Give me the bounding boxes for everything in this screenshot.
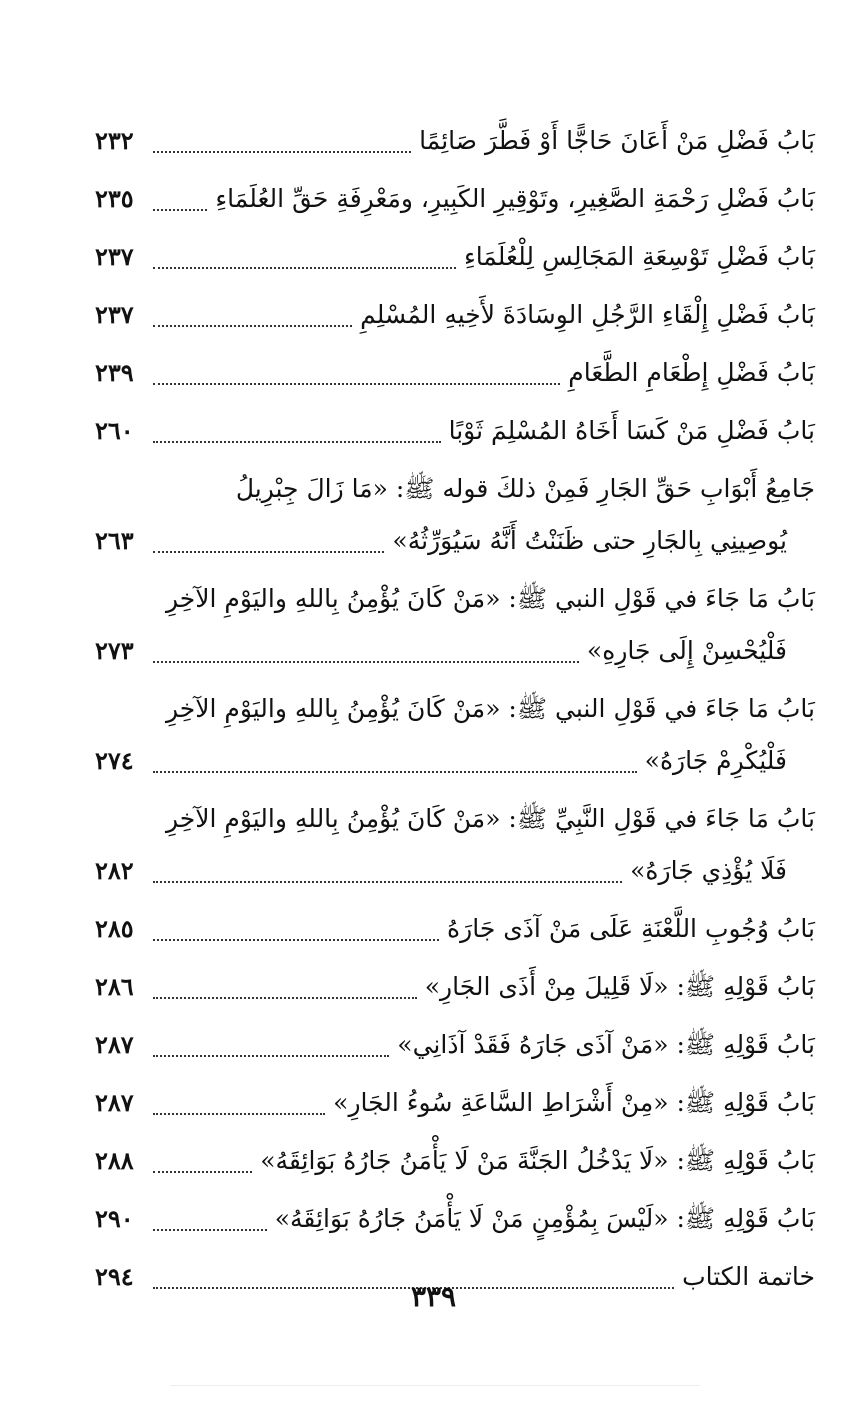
dot-leader	[153, 1229, 267, 1231]
dot-leader	[153, 1171, 252, 1173]
toc-entry	[95, 1077, 815, 1129]
toc-entry-page: ٢٦٣	[95, 526, 134, 555]
toc-entry-line	[95, 1193, 815, 1245]
toc-entry	[95, 961, 815, 1013]
toc-entry	[95, 573, 815, 677]
toc-entry-page: ٢٨٧	[95, 1088, 134, 1117]
toc-entry-line	[95, 347, 815, 399]
toc-entry-page: ٢٨٨	[95, 1146, 134, 1175]
toc-entry-title: بَابُ قَوْلِهِ ﷺ: «لَا قَلِيلَ مِنْ أَذَى الجَارِ»	[424, 972, 815, 1001]
toc-entry-line	[95, 1019, 815, 1071]
toc-entry	[95, 289, 815, 341]
toc-entry	[95, 173, 815, 225]
toc-entry-page: ٢٧٤	[95, 746, 134, 775]
table-of-contents	[95, 115, 815, 1309]
toc-entry-title: خاتمة الكتاب	[682, 1262, 815, 1291]
toc-entry-page: ٢٩٠	[95, 1204, 134, 1233]
toc-entry-title: بَابُ قَوْلِهِ ﷺ: «مَنْ آذَى جَارَهُ فَقَدْ آذَانِي»	[397, 1030, 815, 1059]
toc-entry	[95, 405, 815, 457]
toc-entry-title: بَابُ وُجُوبِ اللَّعْنَةِ عَلَى مَنْ آذَى جَارَهُ	[447, 914, 815, 943]
toc-entry-title: بَابُ مَا جَاءَ في قَوْلِ النبي ﷺ: «مَنْ كَانَ يُؤْمِنُ بِاللهِ واليَوْمِ الآخِرِ	[165, 584, 815, 613]
page-number: ٣٣٩	[410, 1280, 457, 1313]
dot-leader	[153, 267, 456, 269]
toc-entry-title: بَابُ فَضْلِ تَوْسِعَةِ المَجَالِسِ لِلْعُلَمَاءِ	[463, 242, 815, 271]
dot-leader	[153, 881, 622, 883]
toc-entry-line	[95, 515, 815, 567]
dot-leader	[153, 939, 439, 941]
toc-entry-page: ٢٣٢	[95, 126, 134, 155]
toc-entry	[95, 347, 815, 399]
toc-entry	[95, 793, 815, 897]
toc-entry-title: جَامِعُ أَبْوَابِ حَقِّ الجَارِ فَمِنْ ذلكَ قوله ﷺ: «مَا زَالَ جِبْرِيلُ	[235, 474, 815, 503]
toc-entry-page: ٢٨٥	[95, 914, 134, 943]
toc-entry	[95, 1193, 815, 1245]
toc-entry-title: بَابُ مَا جَاءَ في قَوْلِ النبي ﷺ: «مَنْ كَانَ يُؤْمِنُ بِاللهِ واليَوْمِ الآخِرِ	[165, 694, 815, 723]
dot-leader	[153, 661, 579, 663]
toc-entry-title: بَابُ فَضْلِ مَنْ كَسَا أَخَاهُ المُسْلِمَ ثَوْبًا	[448, 416, 815, 445]
dot-leader	[153, 209, 207, 211]
toc-entry-line	[95, 961, 815, 1013]
toc-entry-title: بَابُ فَضْلِ إِلْقَاءِ الرَّجُلِ الوِسَادَةَ لأَخِيهِ المُسْلِمِ	[360, 300, 815, 329]
toc-entry-page: ٢٦٠	[95, 416, 134, 445]
toc-entry-line	[95, 1077, 815, 1129]
toc-entry-page: ٢٧٣	[95, 636, 134, 665]
dot-leader	[153, 771, 637, 773]
toc-entry-page: ٢٨٧	[95, 1030, 134, 1059]
toc-entry-title: بَابُ فَضْلِ مَنْ أَعَانَ حَاجًّا أَوْ فَطَّرَ صَائِمًا	[419, 126, 815, 155]
toc-entry-title: بَابُ قَوْلِهِ ﷺ: «مِنْ أَشْرَاطِ السَّاعَةِ سُوءُ الجَارِ»	[333, 1088, 815, 1117]
dot-leader	[153, 325, 352, 327]
toc-entry-title: بَابُ فَضْلِ رَحْمَةِ الصَّغِيرِ، وتَوْقِيرِ الكَبِيرِ، ومَعْرِفَةِ حَقِّ العُلَمَاءِ	[215, 184, 815, 213]
toc-entry-line	[95, 173, 815, 225]
dot-leader	[153, 997, 417, 999]
toc-entry-line	[95, 573, 815, 625]
toc-entry-title: فَلْيُكْرِمْ جَارَهُ»	[644, 746, 787, 775]
toc-entry-line	[95, 231, 815, 283]
toc-entry	[95, 683, 815, 787]
toc-entry-line	[95, 625, 815, 677]
toc-entry	[95, 463, 815, 567]
toc-entry-line	[95, 405, 815, 457]
toc-entry-title: فَلَا يُؤْذِي جَارَهُ»	[630, 856, 787, 885]
dot-leader	[153, 151, 411, 153]
dot-leader	[153, 1113, 325, 1115]
toc-entry-page: ٢٣٧	[95, 242, 134, 271]
toc-entry-line	[95, 903, 815, 955]
dot-leader	[153, 551, 384, 553]
toc-entry-line	[95, 115, 815, 167]
bottom-rule	[170, 1385, 700, 1386]
toc-entry-page: ٢٣٧	[95, 300, 134, 329]
toc-entry-page: ٢٣٩	[95, 358, 134, 387]
toc-entry	[95, 115, 815, 167]
toc-entry-title: بَابُ فَضْلِ إِطْعَامِ الطَّعَامِ	[568, 358, 815, 387]
toc-entry	[95, 903, 815, 955]
toc-entry	[95, 1135, 815, 1187]
toc-entry-line	[95, 735, 815, 787]
toc-entry-line	[95, 289, 815, 341]
toc-entry	[95, 1019, 815, 1071]
toc-entry-title: بَابُ قَوْلِهِ ﷺ: «لَيْسَ بِمُؤْمِنٍ مَنْ لَا يَأْمَنُ جَارُهُ بَوَائِقَهُ»	[274, 1204, 815, 1233]
toc-entry-line	[95, 845, 815, 897]
toc-entry-page: ٢٣٥	[95, 184, 134, 213]
toc-entry-page: ٢٨٦	[95, 972, 134, 1001]
dot-leader	[153, 383, 560, 385]
toc-entry-line	[95, 1135, 815, 1187]
toc-entry-title: بَابُ قَوْلِهِ ﷺ: «لَا يَدْخُلُ الجَنَّةَ مَنْ لَا يَأْمَنُ جَارُهُ بَوَائِقَهُ»	[260, 1146, 815, 1175]
toc-entry-title: فَلْيُحْسِنْ إِلَى جَارِهِ»	[586, 636, 787, 665]
dot-leader	[153, 1055, 389, 1057]
toc-entry-page: ٢٩٤	[95, 1262, 134, 1291]
dot-leader	[153, 441, 441, 443]
toc-entry-page: ٢٨٢	[95, 856, 134, 885]
toc-entry-line	[95, 683, 815, 735]
toc-entry	[95, 231, 815, 283]
toc-entry-line	[95, 793, 815, 845]
toc-entry-title: بَابُ مَا جَاءَ في قَوْلِ النَّبِيِّ ﷺ: «مَنْ كَانَ يُؤْمِنُ بِاللهِ واليَوْمِ الآخِرِ	[165, 804, 815, 833]
toc-entry-title: يُوصِينِي بِالجَارِ حتى ظَنَنْتُ أَنَّهُ سَيُوَرِّثُهُ»	[392, 526, 787, 555]
toc-entry-line	[95, 463, 815, 515]
